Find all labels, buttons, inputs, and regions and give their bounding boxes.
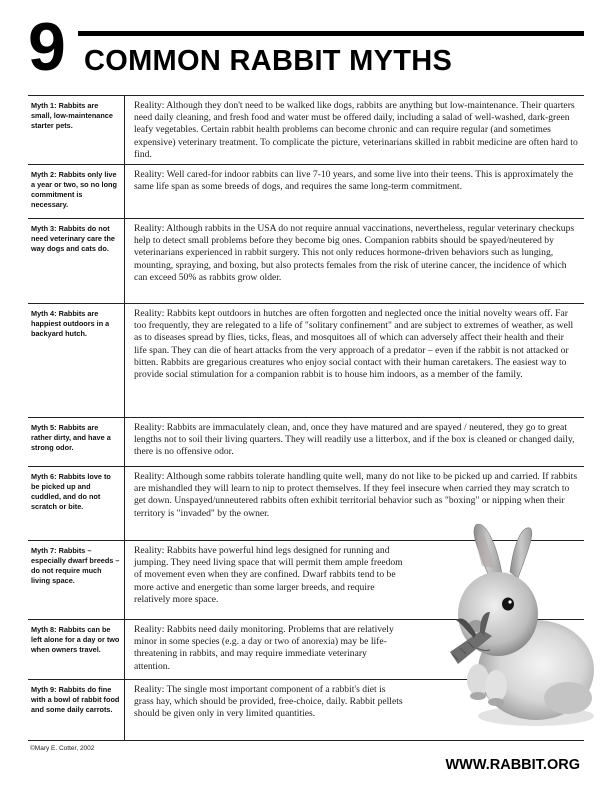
myth-label: Myth 7: Rabbits – especially dwarf breeds – do not require much living space. xyxy=(31,546,120,585)
myth-row-1 xyxy=(28,95,584,165)
myth-label: Myth 6: Rabbits love to be picked up and cuddled, and do not scratch or bite. xyxy=(31,472,111,511)
myth-label: Myth 1: Rabbits are small, low-maintenance starter pets. xyxy=(31,101,113,130)
copyright-credit: ©Mary E. Cotter, 2002 xyxy=(30,745,95,752)
myth-row-5 xyxy=(28,418,584,467)
reality-text: Reality: Although some rabbits tolerate handling quite well, many do not like to be picked up and carried. If rabbits are mishandled they will learn to nip to protect themselves. If they feel insecure when carried they may scratch to get down. Unspayed/unneutered rabbits often exhibit territorial behavior such as "boxing" or nipping when their territory is "invaded" by the owner. xyxy=(124,467,584,540)
reality-text: Reality: Although they don't need to be walked like dogs, rabbits are anything but low-maintenance. Their quarters need daily cleaning, and fresh food and water must be offered daily, including a salad of well-washed, dark-green leafy vegetables. Certain rabbit health problems can become chronic and can require regular (and sometimes expensive) veterinary treatment. To complicate the picture, veterinarians skilled in rabbit medicine are often hard to find. xyxy=(124,96,584,164)
myth-label: Myth 9: Rabbits do fine with a bowl of rabbit food and some daily carrots. xyxy=(31,685,120,714)
title-number: 9 xyxy=(28,9,66,85)
myth-label: Myth 2: Rabbits only live a year or two, so no long commitment is necessary. xyxy=(31,170,117,209)
reality-text: Reality: Rabbits are immaculately clean, and, once they have matured and are spayed / neutered, they go to great lengths not to soil their living quarters. They will readily use a litterbox, and if the box is cleaned or changed daily, there is no offensive odor. xyxy=(124,418,584,466)
myth-label: Myth 3: Rabbits do not need veterinary care the way dogs and cats do. xyxy=(31,224,115,253)
page-title: COMMON RABBIT MYTHS xyxy=(84,45,453,77)
reality-text: Reality: Rabbits kept outdoors in hutches are often forgotten and neglected once the initial novelty wears off. Far too frequently, they are relegated to a life of "solitary confinement" and are subject to extremes of weather, as well as to diseases spread by flies, ticks, fleas, and mosquitoes all of which can adversely affect their health and their life span. They can die of heart attacks from the very approach of a predator – even if the rabbit is not attacked or bitten. Rabbits are gregarious creatures who enjoy social contact with their human caretakers. The easiest way to provide social stimulation for a companion rabbit is to house him indoors, as a member of the family. xyxy=(124,304,584,417)
myth-row-4 xyxy=(28,304,584,418)
website-url: WWW.RABBIT.ORG xyxy=(445,757,580,773)
rabbit-with-carrot-photo xyxy=(418,520,598,740)
reality-text: Reality: Rabbits need daily monitoring. Problems that are relatively minor in some species (e.g. a day or two of anorexia) may be life-threatening in rabbits, and may require immediate veterinary attention. xyxy=(124,620,584,679)
myth-label: Myth 8: Rabbits can be left alone for a day or two when owners travel. xyxy=(31,625,120,654)
reality-text: Reality: The single most important component of a rabbit's diet is grass hay, which should be provided, free-choice, daily. Rabbit pellets should be given only in very limited quantities. xyxy=(124,680,584,740)
myth-row-3 xyxy=(28,219,584,304)
page-header xyxy=(28,9,584,88)
header-rule xyxy=(78,31,584,36)
reality-text: Reality: Rabbits have powerful hind legs designed for running and jumping. They need living space that will permit them ample freedom of movement even when they are confined. Dwarf rabbits tend to be more active and energetic than some larger breeds, and require relatively more space. xyxy=(124,541,584,619)
myth-label: Myth 4: Rabbits are happiest outdoors in a backyard hutch. xyxy=(31,309,110,338)
myth-label: Myth 5: Rabbits are rather dirty, and have a strong odor. xyxy=(31,423,111,452)
reality-text: Reality: Well cared-for indoor rabbits can live 7-10 years, and some live into their teens. This is approximately the same life span as some breeds of dogs, and requires the same long-term commitment. xyxy=(124,165,584,218)
myth-row-2 xyxy=(28,165,584,219)
reality-text: Reality: Although rabbits in the USA do not require annual vaccinations, nevertheless, regular veterinary checkups help to detect small problems before they become big ones. Companion rabbits should be spayed/neutered by veterinarians experienced in rabbit surgery. This not only reduces hormone-driven behaviors such as lunging, mounting, spraying, and boxing, but also protects females from the risk of uterine cancer, the incidence of which can exceed 50% as rabbits grow older. xyxy=(124,219,584,303)
